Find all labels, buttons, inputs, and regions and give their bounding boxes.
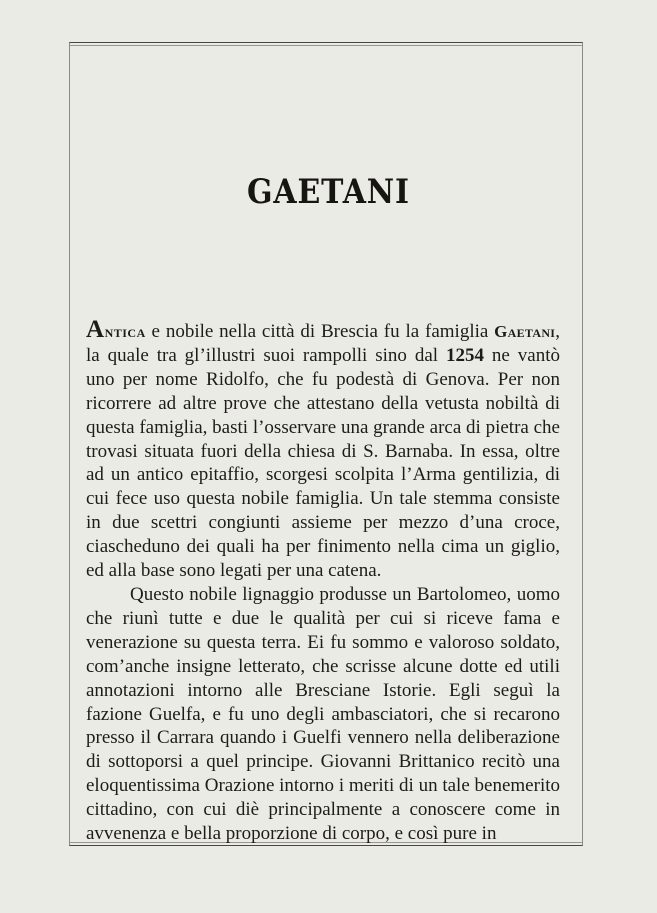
paragraph-1-text-c: ne vantò uno per nome Ridolfo, che fu podestà di Genova. Per non ricorrere ad altre prove che attestano della vetusta nobiltà di questa famiglia, basti l’osservare una grande arca di pietra che trovasi situata fuori della chiesa di S. Barnaba. In essa, oltre ad un antico epitaffio, scorgesi scolpita l’Arma gentilizia, di cui fece uso questa nobile famiglia. Un tale stemma consiste in due scettri congiunti assieme per mezzo d’una croce, ciascheduno dei quali ha per finimento nella cima un giglio, ed alla base sono legati per una catena.	[86, 344, 560, 582]
lead-word-rest: ntica	[104, 322, 146, 341]
family-name: Gaetani	[494, 322, 556, 341]
page-title: GAETANI	[246, 172, 410, 212]
paragraph-1-text-b: , la quale tra gl’illustri suoi rampolli sino dal	[86, 321, 560, 366]
paragraph-1-text-a: e nobile nella città di Brescia fu la famiglia	[145, 321, 495, 342]
paragraph-2: Questo nobile lignaggio produsse un Bartolomeo, uomo che riunì tutte e due le qualità per cui si riceve fama e venerazione su questa terra. Ei fu sommo e valoroso soldato, com’anche insigne letterato, che scrisse alcune dotte ed utili annotazioni intorno alle Bresciane Istorie. Egli seguì la fazione Guelfa, e fu uno degli ambasciatori, che si recarono presso il Carrara quando i Guelfi vennero nella deliberazione di sottoporsi a quel principe. Giovanni Brittanico recitò una eloquentissima Orazione intorno i meriti di un tale benemerito cittadino, con cui diè principalmente a conoscere come in avvenenza e bella proporzione di corpo, e così pure in	[86, 583, 560, 845]
paragraph-1	[86, 318, 560, 583]
lead-initial: A	[86, 316, 105, 343]
year: 1254	[445, 344, 484, 366]
body-text	[86, 318, 560, 846]
